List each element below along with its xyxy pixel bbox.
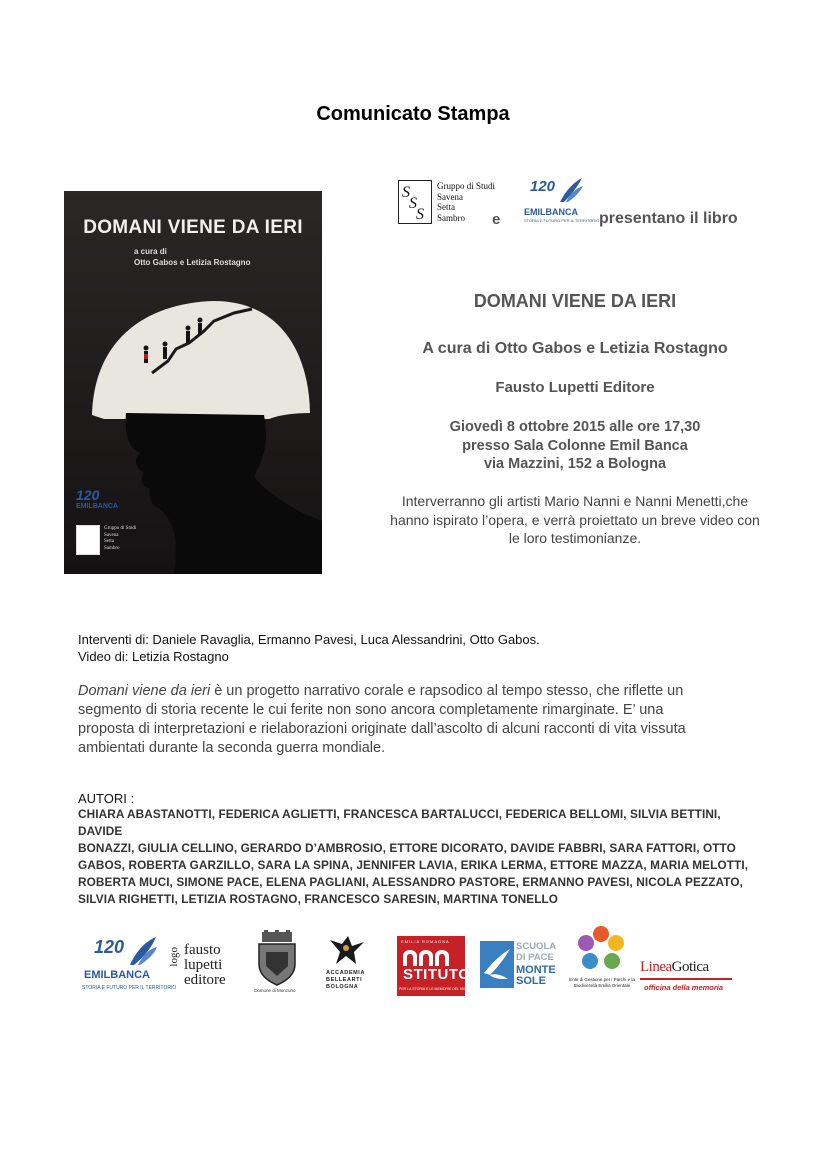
sss-monogram-icon <box>399 181 430 222</box>
sole-top <box>516 941 556 963</box>
event-when-where <box>350 418 800 474</box>
fausto-logo-vertical: logo <box>168 947 180 967</box>
footer-istituto-parri-logo <box>397 936 478 996</box>
flower-icon <box>576 925 626 975</box>
accademia-line: ACCADEMIA <box>326 970 366 976</box>
istituto-word: STITUTO <box>403 966 471 983</box>
emil-tag: STORIA E FUTURO PER IL TERRITORIO <box>524 218 600 223</box>
authors-line: GABOS, ROBERTA GARZILLO, SARA LA SPINA, JENNIFER LAVIA, ERIKA LERMA, ETTORE MAZZA, MARIA MELOTTI, <box>78 858 749 873</box>
sss-line: Savena <box>437 191 463 202</box>
linea-wordmark <box>640 959 709 976</box>
publisher: Fausto Lupetti Editore <box>495 379 655 396</box>
cover-logo-number: 120 <box>76 487 100 503</box>
footer-emil-tag: STORIA E FUTURO PER IL TERRITORIO <box>82 985 177 991</box>
sole-line: SCUOLA <box>516 941 557 952</box>
description-line: proposta di interpretazioni e rielaborazioni originate dall’ascolto di alcuni racconti di vita vissuta <box>78 721 686 737</box>
accademia-figure-icon <box>326 934 366 968</box>
cover-subtitle <box>134 246 250 268</box>
sole-line: SOLE <box>516 975 546 987</box>
sss-name <box>437 181 495 223</box>
footer-scuola-pace-logo <box>480 941 558 988</box>
coat-of-arms-icon <box>254 930 300 986</box>
sss-line: Sambro <box>437 212 465 223</box>
cover-sss-line: Sambro <box>104 545 120 551</box>
description-paragraph <box>78 682 758 758</box>
book-cover-image <box>64 191 322 574</box>
cover-title: DOMANI VIENE DA IERI <box>83 217 303 238</box>
fausto-line: fausto <box>184 942 221 958</box>
sole-line: MONTE <box>516 964 556 976</box>
svg-text:S: S <box>409 195 417 212</box>
cover-a-cura: a cura di <box>134 247 167 256</box>
conjunction: e <box>492 211 501 228</box>
dove-icon <box>480 941 514 988</box>
cover-sss-logo <box>76 525 100 555</box>
credits <box>78 632 540 665</box>
footer-linea-gotica-logo <box>640 959 736 993</box>
emilbanca-logo <box>522 174 600 230</box>
event-date: Giovedì 8 ottobre 2015 alle ore 17,30 <box>449 419 701 435</box>
istituto-caption: PER LA STORIA E LE MEMORIE DEL 900 PARRI <box>399 987 478 991</box>
authors-heading: AUTORI : <box>78 791 135 806</box>
sss-logo <box>398 180 432 224</box>
accademia-line: BELLEARTI <box>326 977 363 983</box>
fausto-line: editore <box>184 972 226 988</box>
cover-emilbanca-logo <box>76 487 120 510</box>
description-line: ambientati durante la seconda guerra mondiale. <box>78 740 386 756</box>
page-title: Comunicato Stampa <box>316 103 510 125</box>
event-venue: presso Sala Colonne Emil Banca <box>462 437 688 454</box>
accademia-caption <box>326 970 365 991</box>
authors-line: SILVIA RIGHETTI, LETIZIA ROSTAGNO, FRANCESCO SARESIN, MARTINA TONELLO <box>78 892 559 907</box>
cover-sss-line: Gruppo di Studi <box>104 526 137 531</box>
footer-comune-logo <box>254 930 300 996</box>
interventi-line: Interventi di: Daniele Ravaglia, Ermanno Pavesi, Luca Alessandrini, Otto Gabos. <box>78 632 540 647</box>
footer-fausto-lupetti-logo <box>168 943 243 995</box>
footer-parchi-logo <box>566 925 638 993</box>
cover-authors: Otto Gabos e Letizia Rostagno <box>134 258 251 267</box>
footer-emil-number: 120 <box>94 937 125 957</box>
description-line <box>78 682 758 701</box>
comune-caption: Comune di Monzuno <box>254 988 296 993</box>
presentano-text: presentano il libro <box>599 210 738 227</box>
artists-line: Interverranno gli artisti Mario Nanni e Nanni Menetti,che <box>401 493 749 509</box>
authors-line: ROBERTA MUCI, SIMONE PACE, ELENA PAGLIANI, ALESSANDRO PASTORE, ERMANNO PAVESI, NICOLA PEZZATO, <box>78 875 744 890</box>
sss-line: Setta <box>437 202 455 212</box>
parchi-caption: Ente di Gestione per i Parchi e la Biodiversità Emilia Orientale <box>569 977 635 988</box>
cover-sss-line: Setta <box>104 539 114 544</box>
footer-emil-wing-icon <box>128 935 158 967</box>
linea-subtitle: officina della memoria <box>644 983 724 992</box>
event-address: via Mazzini, 152 a Bologna <box>483 456 667 472</box>
sole-bottom <box>516 965 556 987</box>
footer-accademia-logo <box>326 934 376 996</box>
artists-line: hanno ispirato l’opera, e verrà proiettato un breve video con <box>390 511 760 528</box>
emil-number: 120 <box>530 178 556 195</box>
artists-paragraph <box>350 492 800 548</box>
description-line: segmento di storia recente le cui ferite non sono ancora completamente rimarginate. E’ una <box>78 702 664 718</box>
cover-sss-line: Savena <box>104 532 119 538</box>
sole-line: DI PACE <box>516 952 554 963</box>
description-book-title: Domani viene da ieri <box>78 683 211 699</box>
authors-line: CHIARA ABASTANOTTI, FEDERICA AGLIETTI, FRANCESCA BARTALUCCI, FEDERICA BELLOMI, SILVIA BETTINI, DAVIDE <box>78 807 721 839</box>
authors-list <box>78 806 758 909</box>
gotica-part: Gotica <box>671 959 709 975</box>
artists-line: le loro testimonianze. <box>508 530 642 546</box>
svg-text:S: S <box>416 206 424 222</box>
book-title: DOMANI VIENE DA IERI <box>473 291 677 311</box>
fausto-lines <box>184 943 226 988</box>
istituto-arches-icon <box>403 946 459 966</box>
istituto-top: EMILIA ROMAGNA <box>401 939 450 944</box>
emil-brand: EMILBANCA <box>524 207 578 217</box>
linea-rule <box>640 978 732 980</box>
curators: A cura di Otto Gabos e Letizia Rostagno <box>422 340 728 357</box>
sss-line: Gruppo di Studi <box>437 181 496 191</box>
video-line: Video di: Letizia Rostagno <box>78 648 229 664</box>
cover-logo-brand: EMILBANCA <box>76 503 118 510</box>
cover-sss-text <box>104 526 136 552</box>
fausto-line: lupetti <box>184 957 223 973</box>
footer-emil-brand: EMILBANCA <box>84 969 150 981</box>
sole-square <box>480 941 514 988</box>
linea-part: Linea <box>640 959 672 975</box>
authors-line: BONAZZI, GIULIA CELLINO, GERARDO D’AMBROSIO, ETTORE DICORATO, DAVIDE FABBRI, SARA FATTORI, OTTO <box>78 841 736 856</box>
emil-wing-icon <box>558 176 584 204</box>
description-text: è un progetto narrativo corale e rapsodico al tempo stesso, che riflette un <box>210 683 684 699</box>
svg-text:S: S <box>402 184 410 201</box>
accademia-line: BOLOGNA <box>326 984 359 990</box>
